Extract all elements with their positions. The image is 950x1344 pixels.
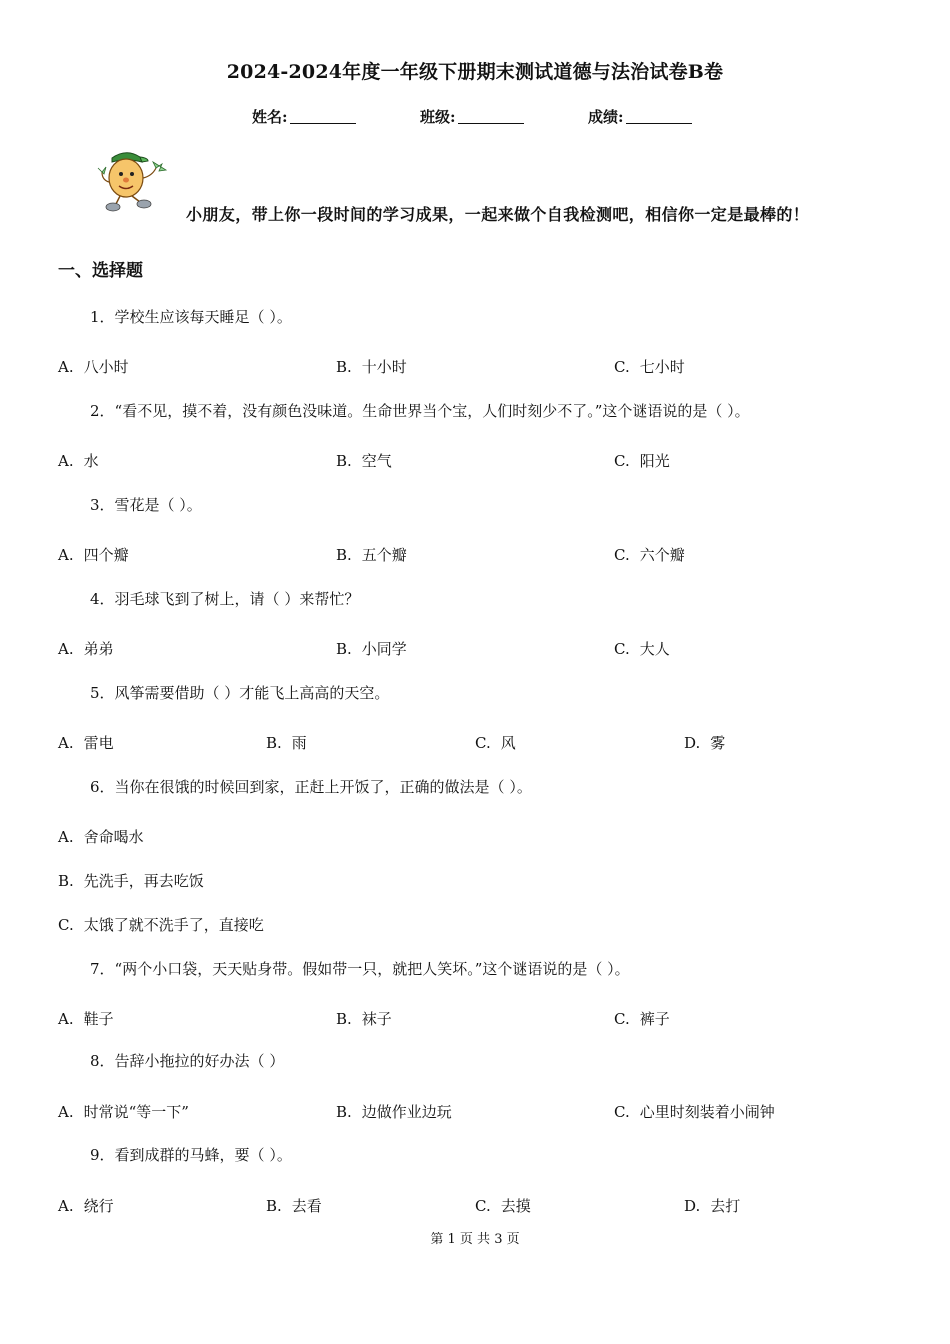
question-7: 7．“两个小口袋，天天贴身带。假如带一只，就把人笑坏。”这个谜语说的是（ ）。	[90, 960, 630, 978]
option-3a[interactable]: A. 四个瓣	[58, 546, 129, 564]
option-9a[interactable]: A. 绕行	[58, 1197, 114, 1215]
mascot-icon	[96, 148, 172, 214]
option-2c[interactable]: C. 阳光	[614, 452, 670, 470]
question-2: 2．“看不见，摸不着，没有颜色没味道。生命世界当个宝，人们时刻少不了。”这个谜语说的是（ ）。	[90, 402, 750, 420]
question-3: 3．雪花是（ ）。	[90, 496, 202, 514]
option-7a[interactable]: A. 鞋子	[58, 1010, 114, 1028]
option-1a[interactable]: A. 八小时	[58, 358, 129, 376]
option-3c[interactable]: C. 六个瓣	[614, 546, 685, 564]
option-5d[interactable]: D. 雾	[684, 734, 726, 752]
option-2b[interactable]: B. 空气	[336, 452, 392, 470]
option-1b[interactable]: B. 十小时	[336, 358, 407, 376]
option-1c[interactable]: C. 七小时	[614, 358, 685, 376]
encouragement-text: 小朋友，带上你一段时间的学习成果，一起来做个自我检测吧，相信你一定是最棒的！	[186, 205, 810, 224]
option-7b[interactable]: B. 袜子	[336, 1010, 392, 1028]
page-title: 2024-2024年度一年级下册期末测试道德与法治试卷B卷	[226, 61, 724, 83]
option-9d[interactable]: D. 去打	[684, 1197, 741, 1215]
score-field	[588, 106, 692, 127]
question-4: 4．羽毛球飞到了树上，请（ ）来帮忙？	[90, 590, 360, 608]
option-5b[interactable]: B. 雨	[266, 734, 307, 752]
score-label: 成绩:	[588, 108, 624, 126]
option-6c[interactable]: C. 太饿了就不洗手了，直接吃	[58, 916, 264, 934]
score-blank	[626, 108, 692, 124]
option-8b[interactable]: B. 边做作业边玩	[336, 1103, 452, 1121]
option-6b[interactable]: B. 先洗手，再去吃饭	[58, 872, 204, 890]
option-8c[interactable]: C. 心里时刻装着小闹钟	[614, 1103, 775, 1121]
class-label: 班级:	[420, 108, 456, 126]
option-4c[interactable]: C. 大人	[614, 640, 670, 658]
question-9: 9．看到成群的马蜂，要（ ）。	[90, 1146, 292, 1164]
option-8a[interactable]: A. 时常说“等一下”	[58, 1103, 189, 1121]
name-field	[252, 106, 356, 127]
question-1: 1．学校生应该每天睡足（ ）。	[90, 308, 292, 326]
option-9b[interactable]: B. 去看	[266, 1197, 322, 1215]
name-label: 姓名:	[252, 108, 288, 126]
option-4a[interactable]: A. 弟弟	[58, 640, 114, 658]
option-3b[interactable]: B. 五个瓣	[336, 546, 407, 564]
option-4b[interactable]: B. 小同学	[336, 640, 407, 658]
class-field	[420, 106, 524, 127]
option-5c[interactable]: C. 风	[475, 734, 516, 752]
page-footer: 第 1 页 共 3 页	[430, 1232, 520, 1247]
question-5: 5．风筝需要借助（ ）才能飞上高高的天空。	[90, 684, 390, 702]
class-blank	[458, 108, 524, 124]
section-title: 一、选择题	[58, 261, 143, 281]
option-6a[interactable]: A. 舍命喝水	[58, 828, 144, 846]
question-8: 8．告辞小拖拉的好办法（ ）	[90, 1052, 285, 1070]
option-5a[interactable]: A. 雷电	[58, 734, 114, 752]
option-7c[interactable]: C. 裤子	[614, 1010, 670, 1028]
option-2a[interactable]: A. 水	[58, 452, 99, 470]
question-6: 6．当你在很饿的时候回到家，正赶上开饭了，正确的做法是（ ）。	[90, 778, 532, 796]
option-9c[interactable]: C. 去摸	[475, 1197, 531, 1215]
name-blank	[290, 108, 356, 124]
